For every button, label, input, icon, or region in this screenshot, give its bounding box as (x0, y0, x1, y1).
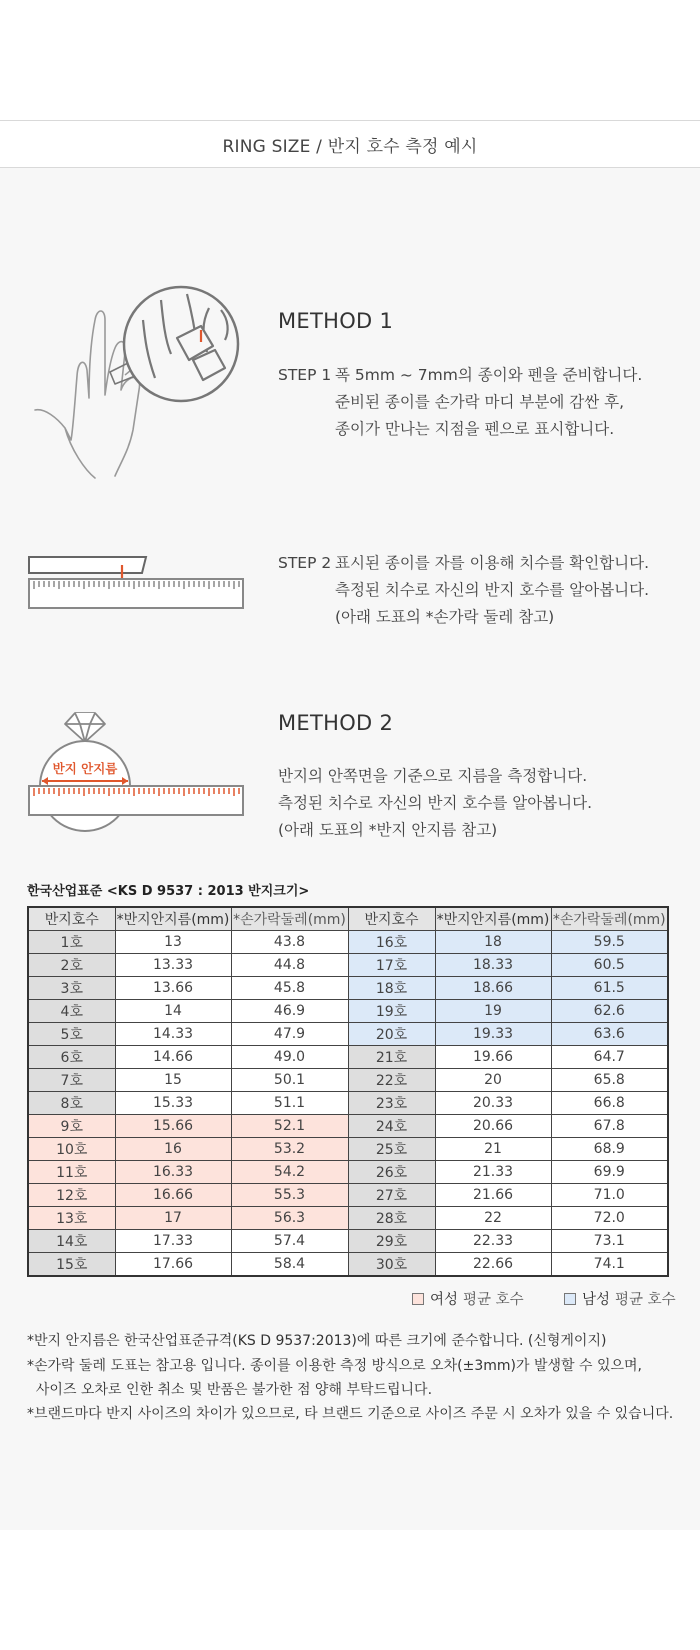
cell-finger-circumference: 68.9 (551, 1138, 668, 1161)
col-header-ring-size: 반지호수 (348, 907, 435, 931)
cell-finger-circumference: 67.8 (551, 1115, 668, 1138)
table-row (28, 931, 668, 954)
female-swatch (412, 1293, 424, 1305)
cell-inner-diameter: 14 (115, 1000, 231, 1023)
legend-male (564, 1288, 676, 1309)
cell-ring-size: 28호 (348, 1207, 435, 1230)
cell-inner-diameter: 13.33 (115, 954, 231, 977)
legend-female-rest: 평균 호수 (463, 1292, 524, 1308)
cell-ring-size: 5호 (28, 1023, 115, 1046)
cell-finger-circumference: 65.8 (551, 1069, 668, 1092)
cell-ring-size: 1호 (28, 931, 115, 954)
cell-inner-diameter: 21.33 (435, 1161, 551, 1184)
cell-ring-size: 22호 (348, 1069, 435, 1092)
method2-description (278, 763, 592, 844)
cell-inner-diameter: 17 (115, 1207, 231, 1230)
cell-ring-size: 6호 (28, 1046, 115, 1069)
cell-ring-size: 2호 (28, 954, 115, 977)
cell-ring-size: 30호 (348, 1253, 435, 1277)
note-line: *브랜드마다 반지 사이즈의 차이가 있으므로, 타 브랜드 기준으로 사이즈 주문 시 오차가 있을 수 있습니다. (27, 1406, 674, 1422)
cell-finger-circumference: 71.0 (551, 1184, 668, 1207)
cell-ring-size: 25호 (348, 1138, 435, 1161)
method1-step1 (278, 362, 642, 443)
cell-inner-diameter: 15 (115, 1069, 231, 1092)
cell-finger-circumference: 56.3 (231, 1207, 348, 1230)
cell-finger-circumference: 57.4 (231, 1230, 348, 1253)
method2-line: (아래 도표의 *반지 안지름 참고) (278, 821, 498, 839)
cell-ring-size: 24호 (348, 1115, 435, 1138)
cell-inner-diameter: 13.66 (115, 977, 231, 1000)
hand-wrap-illustration (25, 280, 245, 480)
legend-female-bold: 여성 (430, 1292, 459, 1308)
cell-finger-circumference: 44.8 (231, 954, 348, 977)
table-row (28, 1138, 668, 1161)
cell-ring-size: 8호 (28, 1092, 115, 1115)
cell-ring-size: 27호 (348, 1184, 435, 1207)
cell-inner-diameter: 19.66 (435, 1046, 551, 1069)
step2-line: 표시된 종이를 자를 이용해 치수를 확인합니다. (335, 554, 650, 572)
cell-inner-diameter: 16.33 (115, 1161, 231, 1184)
col-header-ring-size: 반지호수 (28, 907, 115, 931)
ring-ruler-illustration (28, 710, 250, 835)
cell-ring-size: 4호 (28, 1000, 115, 1023)
cell-ring-size: 23호 (348, 1092, 435, 1115)
cell-inner-diameter: 13 (115, 931, 231, 954)
cell-ring-size: 9호 (28, 1115, 115, 1138)
cell-inner-diameter: 16.66 (115, 1184, 231, 1207)
paper-ruler-illustration (28, 555, 248, 611)
table-row (28, 1092, 668, 1115)
cell-inner-diameter: 18.66 (435, 977, 551, 1000)
cell-ring-size: 29호 (348, 1230, 435, 1253)
cell-finger-circumference: 54.2 (231, 1161, 348, 1184)
step2-line: 측정된 치수로 자신의 반지 호수를 알아봅니다. (335, 581, 650, 599)
table-header-row (28, 907, 668, 931)
cell-finger-circumference: 55.3 (231, 1184, 348, 1207)
method2-line: 측정된 치수로 자신의 반지 호수를 알아봅니다. (278, 794, 593, 812)
step1-line: 종이가 만나는 지점을 펜으로 표시합니다. (335, 420, 615, 438)
cell-inner-diameter: 22.66 (435, 1253, 551, 1277)
table-row (28, 1184, 668, 1207)
table-row (28, 1046, 668, 1069)
cell-ring-size: 21호 (348, 1046, 435, 1069)
legend-male-rest: 평균 호수 (615, 1292, 676, 1308)
cell-finger-circumference: 62.6 (551, 1000, 668, 1023)
cell-finger-circumference: 49.0 (231, 1046, 348, 1069)
cell-finger-circumference: 74.1 (551, 1253, 668, 1277)
cell-inner-diameter: 15.66 (115, 1115, 231, 1138)
cell-ring-size: 10호 (28, 1138, 115, 1161)
step2-label: STEP 2 (278, 554, 332, 572)
cell-ring-size: 20호 (348, 1023, 435, 1046)
cell-finger-circumference: 69.9 (551, 1161, 668, 1184)
cell-finger-circumference: 43.8 (231, 931, 348, 954)
legend-male-bold: 남성 (582, 1292, 611, 1308)
step1-line: 준비된 종이를 손가락 마디 부분에 감싼 후, (335, 393, 625, 411)
step1-label: STEP 1 (278, 366, 332, 384)
cell-finger-circumference: 51.1 (231, 1092, 348, 1115)
cell-finger-circumference: 63.6 (551, 1023, 668, 1046)
cell-inner-diameter: 17.66 (115, 1253, 231, 1277)
cell-inner-diameter: 22 (435, 1207, 551, 1230)
table-row (28, 1000, 668, 1023)
col-header-inner-diameter: *반지안지름(mm) (435, 907, 551, 931)
cell-inner-diameter: 20 (435, 1069, 551, 1092)
cell-ring-size: 11호 (28, 1161, 115, 1184)
note-line: 사이즈 오차로 인한 취소 및 반품은 불가한 점 양해 부탁드립니다. (27, 1382, 433, 1398)
col-header-finger-circumference: *손가락둘레(mm) (231, 907, 348, 931)
table-row (28, 1069, 668, 1092)
cell-finger-circumference: 45.8 (231, 977, 348, 1000)
cell-inner-diameter: 19 (435, 1000, 551, 1023)
cell-finger-circumference: 61.5 (551, 977, 668, 1000)
cell-finger-circumference: 72.0 (551, 1207, 668, 1230)
method1-step2 (278, 550, 649, 631)
cell-finger-circumference: 46.9 (231, 1000, 348, 1023)
cell-ring-size: 14호 (28, 1230, 115, 1253)
cell-inner-diameter: 21 (435, 1138, 551, 1161)
cell-inner-diameter: 19.33 (435, 1023, 551, 1046)
cell-finger-circumference: 50.1 (231, 1069, 348, 1092)
cell-ring-size: 18호 (348, 977, 435, 1000)
col-header-finger-circumference: *손가락둘레(mm) (551, 907, 668, 931)
cell-finger-circumference: 58.4 (231, 1253, 348, 1277)
table-row (28, 1023, 668, 1046)
table-row (28, 954, 668, 977)
ring-inner-diameter-label: 반지 안지름 (52, 761, 118, 776)
cell-inner-diameter: 17.33 (115, 1230, 231, 1253)
cell-finger-circumference: 60.5 (551, 954, 668, 977)
cell-ring-size: 13호 (28, 1207, 115, 1230)
table-row (28, 1115, 668, 1138)
method2-title: METHOD 2 (278, 711, 394, 735)
cell-inner-diameter: 14.33 (115, 1023, 231, 1046)
cell-inner-diameter: 21.66 (435, 1184, 551, 1207)
cell-ring-size: 7호 (28, 1069, 115, 1092)
cell-inner-diameter: 15.33 (115, 1092, 231, 1115)
table-row (28, 1230, 668, 1253)
cell-ring-size: 15호 (28, 1253, 115, 1277)
cell-ring-size: 17호 (348, 954, 435, 977)
note-line: *손가락 둘레 도표는 참고용 입니다. 종이를 이용한 측정 방식으로 오차(±3mm)가 발생할 수 있으며, (27, 1358, 643, 1374)
method1-title: METHOD 1 (278, 309, 394, 333)
page-title: RING SIZE / 반지 호수 측정 예시 (222, 136, 478, 157)
note-line: *반지 안지름은 한국산업표준규격(KS D 9537:2013)에 따른 크기에 준수합니다. (신형게이지) (27, 1333, 607, 1349)
legend-female (412, 1288, 524, 1309)
cell-inner-diameter: 20.66 (435, 1115, 551, 1138)
cell-inner-diameter: 14.66 (115, 1046, 231, 1069)
cell-ring-size: 26호 (348, 1161, 435, 1184)
cell-ring-size: 19호 (348, 1000, 435, 1023)
step1-line: 폭 5mm ~ 7mm의 종이와 펜을 준비합니다. (335, 366, 643, 384)
male-swatch (564, 1293, 576, 1305)
cell-finger-circumference: 47.9 (231, 1023, 348, 1046)
cell-ring-size: 3호 (28, 977, 115, 1000)
cell-finger-circumference: 66.8 (551, 1092, 668, 1115)
table-title: 한국산업표준 <KS D 9537 : 2013 반지크기> (27, 884, 310, 899)
col-header-inner-diameter: *반지안지름(mm) (115, 907, 231, 931)
cell-inner-diameter: 16 (115, 1138, 231, 1161)
cell-finger-circumference: 52.1 (231, 1115, 348, 1138)
table-row (28, 1207, 668, 1230)
page-header (0, 120, 700, 168)
cell-finger-circumference: 59.5 (551, 931, 668, 954)
step2-line: (아래 도표의 *손가락 둘레 참고) (335, 608, 555, 626)
cell-ring-size: 12호 (28, 1184, 115, 1207)
ring-size-table (27, 906, 669, 1277)
cell-inner-diameter: 18 (435, 931, 551, 954)
method2-line: 반지의 안쪽면을 기준으로 지름을 측정합니다. (278, 767, 588, 785)
cell-finger-circumference: 73.1 (551, 1230, 668, 1253)
cell-finger-circumference: 64.7 (551, 1046, 668, 1069)
cell-inner-diameter: 20.33 (435, 1092, 551, 1115)
cell-inner-diameter: 22.33 (435, 1230, 551, 1253)
cell-inner-diameter: 18.33 (435, 954, 551, 977)
cell-ring-size: 16호 (348, 931, 435, 954)
table-row (28, 977, 668, 1000)
cell-finger-circumference: 53.2 (231, 1138, 348, 1161)
table-row (28, 1161, 668, 1184)
table-row (28, 1253, 668, 1277)
